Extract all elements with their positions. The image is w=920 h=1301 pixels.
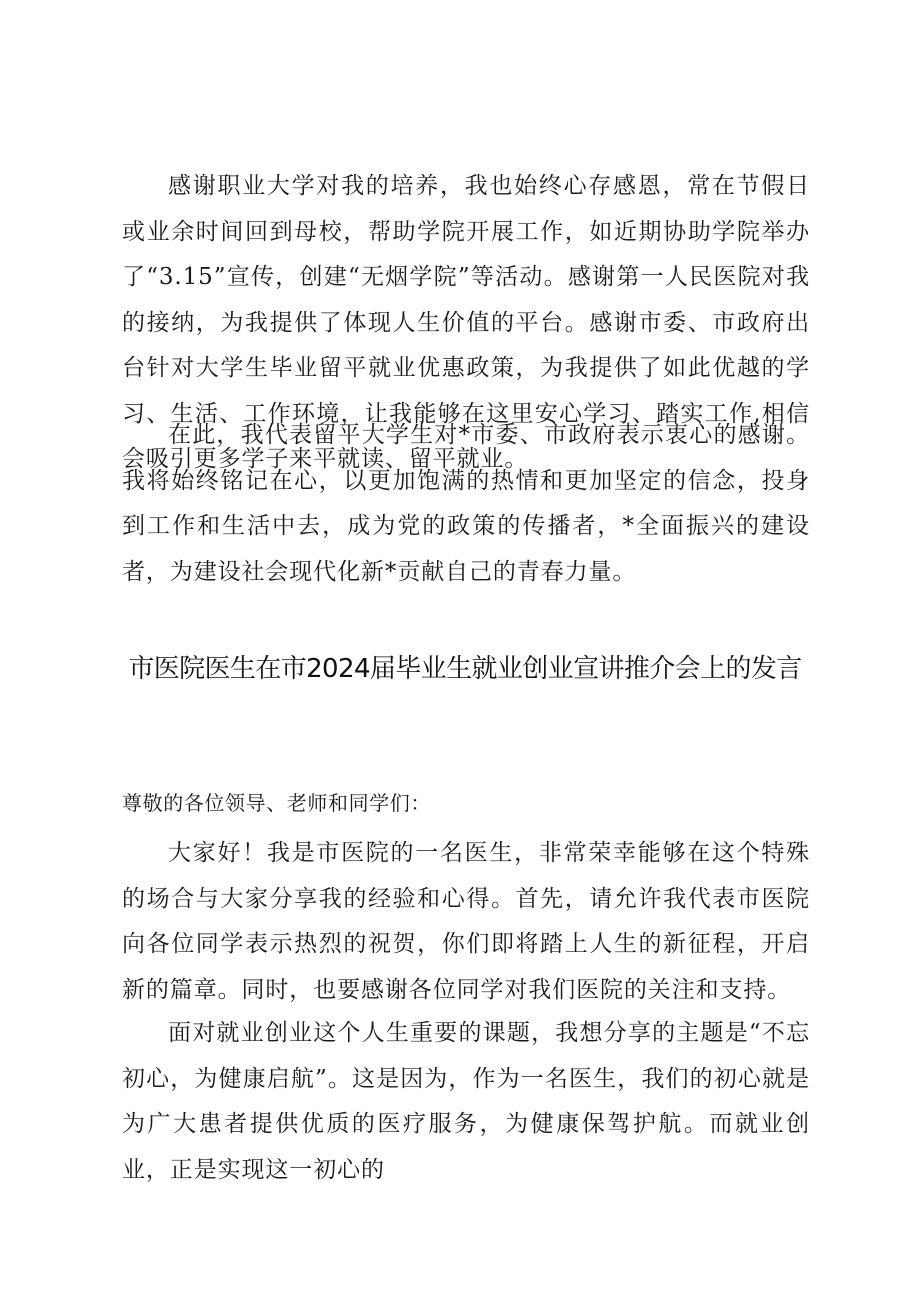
speech-salutation: 尊敬的各位领导、老师和同学们： [122,791,431,815]
body-paragraph-greeting: 大家好！我是市医院的一名医生，非常荣幸能够在这个特殊的场合与大家分享我的经验和心得。首先，请允许我代表市医院向各位同学表示热烈的祝贺，你们即将踏上人生的新征程，开启新的篇章。同时，也要感谢各位同学对我们医院的关注和支持。 [122,840,810,1003]
body-paragraph-theme: 面对就业创业这个人生重要的课题，我想分享的主题是“不忘初心，为健康启航”。这是因为，作为一名医生，我们的初心就是为广大患者提供优质的医疗服务，为健康保驾护航。而就业创业，正是实现这一初心的 [122,1020,810,1183]
body-paragraph-gratitude: 感谢职业大学对我的培养，我也始终心存感恩，常在节假日或业余时间回到母校，帮助学院开展工作，如近期协助学院举办了“3.15”宣传，创建“无烟学院”等活动。感谢第一人民医院对我的接纳，为我提供了体现人生价值的平台。感谢市委、市政府出台针对大学生毕业留平就业优惠政策，为我提供了如此优越的学习、生活、工作环境，让我能够在这里安心学习、踏实工作,相信会吸引更多学子来平就读、留平就业。 [122,173,810,472]
body-paragraph-pledge: 在此，我代表留平大学生对*市委、市政府表示衷心的感谢。我将始终铭记在心，以更加饱满的热情和更加坚定的信念，投身到工作和生活中去，成为党的政策的传播者，*全面振兴的建设者，为建设社会现代化新*贡献自己的青春力量。 [122,422,810,585]
speech-title: 市医院医生在市2024届毕业生就业创业宣讲推介会上的发言 [128,654,802,684]
